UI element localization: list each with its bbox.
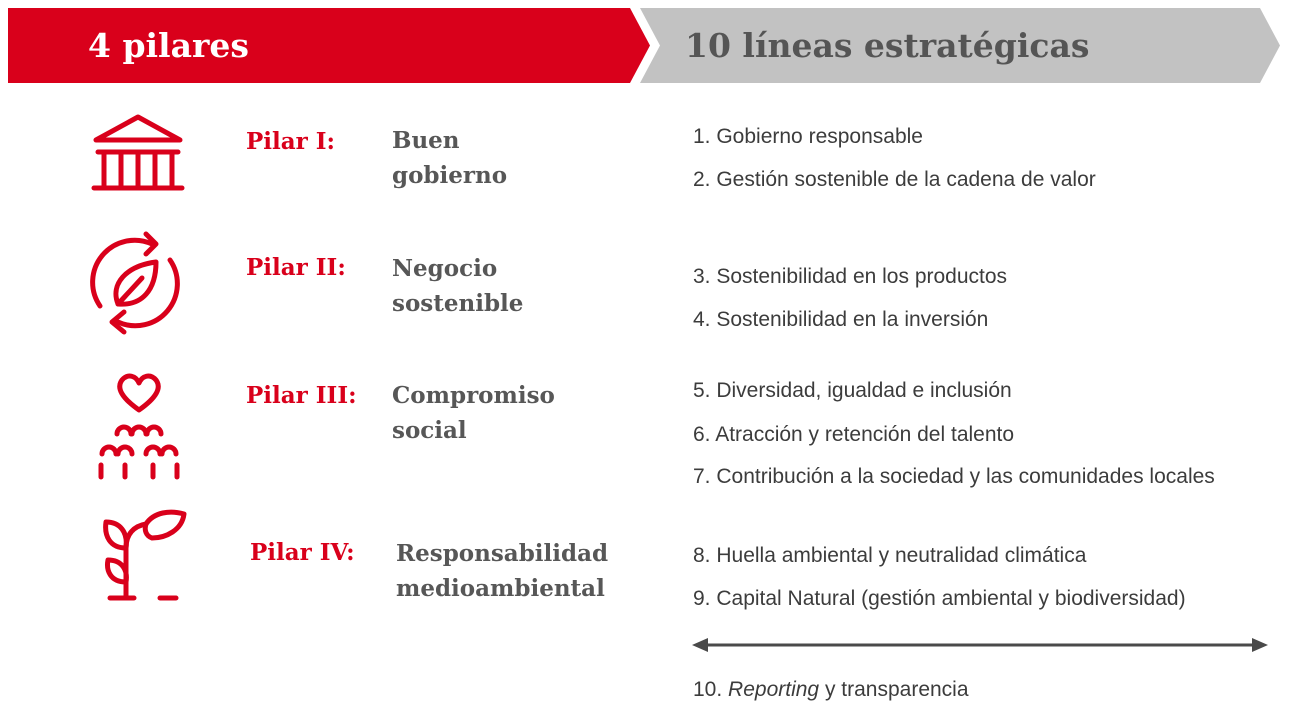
- strategic-line-10-rest: y transparencia: [824, 678, 969, 701]
- strategic-line-5: 5. Diversidad, igualdad e inclusión: [693, 379, 1012, 402]
- strategic-lines-banner: [640, 8, 1280, 83]
- pillar-4-name: [396, 536, 608, 606]
- pillar-3-label: Pilar III:: [246, 382, 357, 409]
- strategic-line-10-number: 10.: [693, 678, 723, 701]
- pillar-2-name: [392, 251, 523, 321]
- pillar-2-name-line1: Negocio: [392, 255, 498, 282]
- heart-community-icon: [94, 370, 184, 487]
- strategic-lines-title: 10 líneas estratégicas: [685, 26, 1090, 65]
- strategic-line-6: 6. Atracción y retención del talento: [693, 423, 1015, 446]
- recycle-leaf-icon: [80, 228, 190, 343]
- pillar-4-name-line1: Responsabilidad: [396, 540, 609, 567]
- government-building-icon: [88, 112, 188, 199]
- pillar-1-name-line1: Buen: [392, 127, 460, 154]
- pillar-1-name: [392, 123, 507, 193]
- strategic-line-10: [693, 677, 969, 703]
- strategic-line-10-italic: Reporting: [728, 678, 820, 701]
- pillars-title: 4 pilares: [88, 26, 249, 65]
- pillar-4-name-line2: medioambiental: [396, 575, 605, 602]
- sprout-plant-icon: [96, 500, 192, 611]
- strategic-line-3: 3. Sostenibilidad en los productos: [693, 265, 1008, 288]
- pillar-1-name-line2: gobierno: [392, 162, 508, 189]
- pillar-1-label: Pilar I:: [246, 128, 336, 155]
- pillar-2-label: Pilar II:: [246, 254, 346, 281]
- pillar-4-label: Pilar IV:: [250, 539, 355, 566]
- strategic-line-2: 2. Gestión sostenible de la cadena de valor: [693, 168, 1096, 191]
- strategic-line-1: 1. Gobierno responsable: [693, 125, 923, 148]
- strategic-line-9: 9. Capital Natural (gestión ambiental y biodiversidad): [693, 587, 1186, 610]
- strategic-line-7: 7. Contribución a la sociedad y las comunidades locales: [693, 465, 1215, 488]
- pillar-3-name-line1: Compromiso: [392, 382, 555, 409]
- pillar-3-name-line2: social: [392, 417, 467, 444]
- pillars-banner: [8, 8, 650, 83]
- strategic-line-4: 4. Sostenibilidad en la inversión: [693, 308, 989, 331]
- strategic-line-8: 8. Huella ambiental y neutralidad climática: [693, 544, 1087, 567]
- pillar-2-name-line2: sostenible: [392, 290, 524, 317]
- pillar-3-name: [392, 378, 555, 448]
- double-arrow-icon: [690, 636, 1270, 659]
